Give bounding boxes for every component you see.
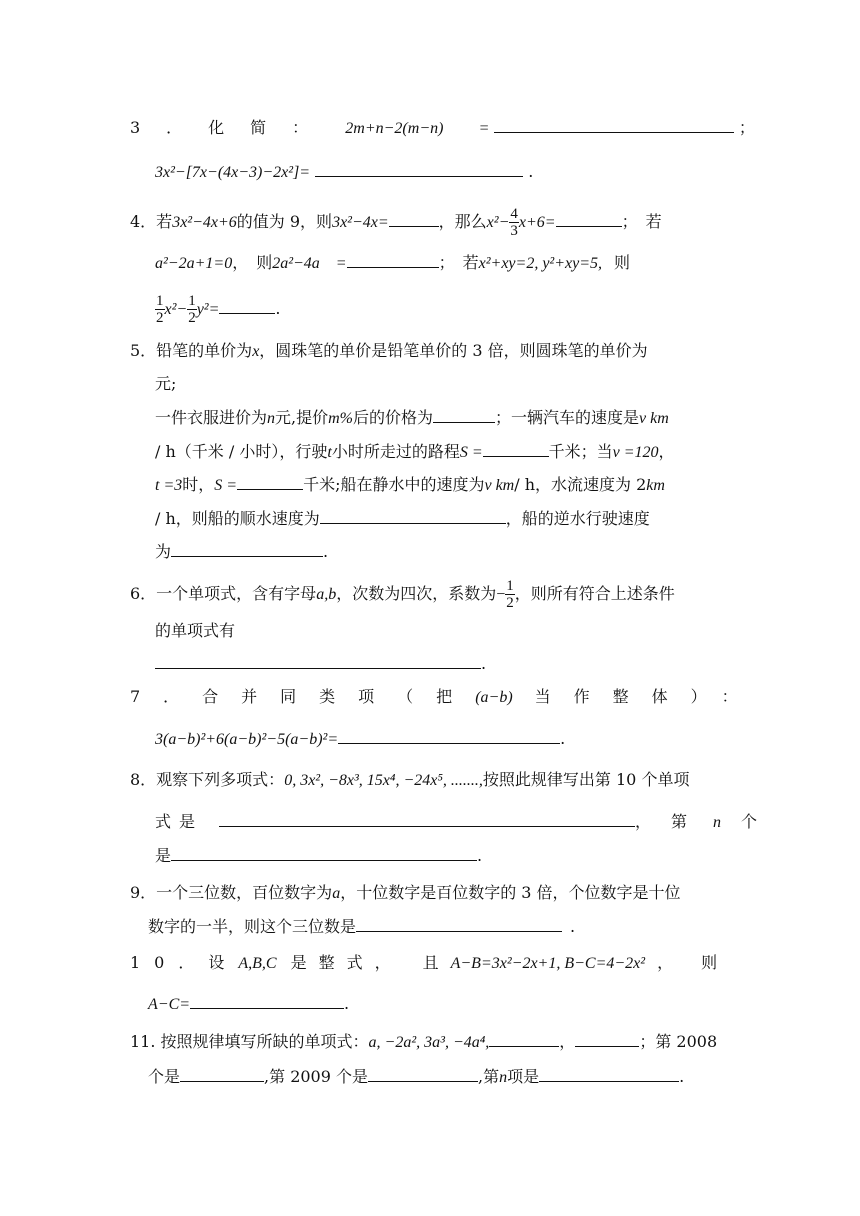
q9-text: 数字的一半，则这个三位数是 [148, 917, 357, 936]
q4-text: ，那么 [438, 212, 487, 231]
q9-text: 9．一个三位数，百位数字为 [130, 883, 333, 902]
question-3-line-2 [155, 161, 533, 184]
q5-var: m% [328, 410, 353, 427]
q5-var: t =3 [155, 477, 183, 494]
q10-text: . [344, 994, 350, 1013]
q9-text: . [570, 917, 576, 936]
q5-text: ；一辆汽车的速度是 [495, 408, 640, 427]
q4-answer-blank-2[interactable] [556, 212, 622, 227]
q5-var: S = [214, 477, 238, 494]
question-11-line-2 [148, 1066, 684, 1089]
q10-text: ， 则 [657, 953, 728, 972]
q11-text: ， [559, 1032, 576, 1051]
q4-fraction-numerator: 1 [156, 293, 164, 309]
q7-answer-blank[interactable] [338, 729, 560, 744]
q4-answer-blank-4[interactable] [219, 299, 275, 314]
q4-fraction-half-2 [187, 293, 197, 326]
question-9-line-2 [148, 916, 575, 938]
q5-answer-blank-3[interactable] [237, 475, 303, 490]
q6-fraction-numerator: 1 [506, 578, 514, 594]
q4-fraction-denominator: 3 [510, 223, 518, 239]
q4-text: . [275, 299, 281, 318]
q4-answer-blank-3[interactable] [347, 253, 439, 268]
q5-text: 5．铅笔的单价为 [130, 341, 253, 360]
q4-fraction-half-1 [155, 293, 165, 326]
q4-text: ； 若 [621, 212, 662, 231]
question-5-line-4 [155, 441, 675, 464]
q8-text: 是 [155, 846, 172, 865]
question-9-line-1 [130, 882, 681, 905]
q8-text: 8．观察下列多项式： [130, 770, 285, 789]
q5-answer-blank-1[interactable] [433, 408, 495, 423]
question-5-line-1 [130, 340, 648, 363]
q5-text: ，船的逆水行驶速度 [505, 509, 650, 528]
q3-semicolon: ； [738, 118, 755, 137]
q5-text: 小时所走过的路程 [331, 442, 460, 461]
q3-expression-2: 3x²−[7x−(4x−3)−2x²]= [155, 164, 311, 181]
q5-text: 为 [155, 542, 172, 561]
question-7-line-2 [155, 728, 565, 751]
q6-text: . [481, 654, 487, 673]
question-5-line-2 [155, 373, 176, 395]
q11-text: 个是 [148, 1067, 181, 1086]
q7-var: (a−b) [475, 689, 513, 706]
q4-expr: a²−2a+1=0 [155, 255, 233, 272]
q11-answer-blank-1[interactable] [489, 1032, 559, 1047]
q8-text: 个 [741, 812, 758, 831]
question-10-line-1 [130, 952, 727, 975]
q5-var: km [646, 477, 665, 494]
q10-text: 10．设 [130, 953, 239, 972]
question-6-line-1 [130, 578, 675, 611]
q5-var: v km [484, 477, 515, 494]
q3-equals: = [479, 120, 489, 137]
q3-expression-1: 2m+n−2(m−n) [345, 120, 444, 137]
q4-fraction-numerator: 4 [510, 206, 518, 222]
q8-text: 按照此规律写出第 10 个单项 [482, 770, 690, 789]
q4-text: ； 若 [438, 253, 479, 272]
q4-fraction-denominator: 2 [156, 310, 164, 326]
q8-var: n [713, 814, 722, 831]
q11-answer-blank-4[interactable] [368, 1067, 478, 1082]
q7-text: . [560, 729, 566, 748]
q5-var: S = [459, 444, 483, 461]
q5-text: / h，则船的顺水速度为 [155, 509, 320, 528]
q11-sequence: a, −2a², 3a³, −4a⁴, [368, 1034, 490, 1051]
question-10-line-2 [148, 993, 349, 1016]
q11-answer-blank-5[interactable] [539, 1067, 679, 1082]
q4-expr: 3x²−4x+6 [172, 214, 237, 231]
q5-var: n [267, 410, 276, 427]
q8-text: . [477, 846, 483, 865]
q10-expression: A−B=3x²−2x+1, B−C=4−2x² [450, 955, 646, 972]
q9-text: ，十位数字是百位数字的 3 倍，个位数字是十位 [340, 883, 681, 902]
question-4-line-1 [130, 206, 662, 239]
question-6-line-2 [155, 620, 235, 642]
q4-text: ， 则 [232, 253, 273, 272]
q4-answer-blank-1[interactable] [389, 212, 439, 227]
q8-text: ， 第 [635, 812, 694, 831]
q6-text: ，次数为四次，系数为 [336, 584, 497, 603]
q6-var: a,b [316, 586, 337, 603]
q9-answer-blank[interactable] [356, 917, 562, 932]
q5-var: t [327, 444, 332, 461]
q5-text: 时， [182, 475, 215, 494]
q4-expr: y²= [196, 301, 220, 318]
q3-answer-blank-2[interactable] [315, 162, 523, 177]
q11-text: ,第 [478, 1067, 500, 1086]
question-8-line-1 [130, 769, 689, 792]
q5-text: 元,提价 [275, 408, 329, 427]
q5-text: / h（千米 / 小时），行驶 [155, 442, 328, 461]
question-7-line-1 [130, 686, 761, 709]
q6-text: 6．一个单项式，含有字母 [130, 584, 317, 603]
q4-text: 的值为 9，则 [236, 212, 333, 231]
q4-expr: 2a²−4a = [272, 255, 347, 272]
q4-fraction-four-thirds [509, 206, 519, 239]
question-5-line-5 [155, 474, 665, 497]
q6-fraction-denominator: 2 [506, 595, 514, 611]
question-5-line-7 [155, 541, 328, 563]
q5-answer-blank-4[interactable] [320, 509, 506, 524]
q7-text: 当作整体）： [534, 687, 761, 706]
q5-var: v =120 [612, 444, 659, 461]
q7-expression: 3(a−b)²+6(a−b)²−5(a−b)²= [155, 731, 339, 748]
q11-var: n [499, 1069, 508, 1086]
q5-text: 千米;船在静水中的速度为 [303, 475, 485, 494]
question-4-line-2 [155, 252, 630, 275]
q8-text: 式是 [155, 812, 204, 831]
q5-var: x [252, 343, 260, 360]
q10-var: A,B,C [238, 955, 277, 972]
q4-expr: x+6= [518, 214, 556, 231]
q10-expression: A−C= [148, 996, 191, 1013]
q11-text: ；第 2008 [639, 1032, 718, 1051]
q11-text: 项是 [507, 1067, 540, 1086]
q7-text: 7．合并同类项（把 [130, 687, 476, 706]
q5-text: ，圆珠笔的单价是铅笔单价的 3 倍，则圆珠笔的单价为 [259, 341, 648, 360]
q9-var: a [332, 885, 341, 902]
q5-text: 千米；当 [548, 442, 613, 461]
q5-answer-blank-2[interactable] [483, 442, 549, 457]
q4-fraction-numerator: 1 [188, 293, 196, 309]
q8-answer-blank-2[interactable] [171, 846, 477, 861]
q4-expr: x²− [486, 214, 510, 231]
q3-period: . [528, 162, 534, 181]
q4-fraction-denominator: 2 [188, 310, 196, 326]
q11-text: . [679, 1067, 685, 1086]
q5-text: . [323, 542, 329, 561]
q4-expr: x²− [164, 301, 188, 318]
q5-text: ， [658, 442, 675, 461]
q10-answer-blank[interactable] [190, 994, 344, 1009]
question-6-line-3 [155, 653, 486, 675]
q6-text: ，则所有符合上述条件 [514, 584, 675, 603]
q5-text: 后的价格为 [353, 408, 434, 427]
q6-fraction-half [505, 578, 515, 611]
q4-expr: x²+xy=2, y²+xy=5, [478, 255, 603, 272]
q11-answer-blank-2[interactable] [575, 1032, 639, 1047]
q6-answer-blank[interactable] [155, 654, 481, 669]
q3-label: 3．化简： [130, 118, 335, 137]
question-5-line-3 [155, 407, 669, 430]
q5-answer-blank-5[interactable] [171, 542, 323, 557]
q5-text: 一件衣服进价为 [155, 408, 268, 427]
q11-answer-blank-3[interactable] [180, 1067, 264, 1082]
question-8-line-3 [155, 845, 482, 867]
q6-text: 的单项式有 [155, 621, 236, 640]
question-11-line-1 [130, 1031, 717, 1054]
q4-text: 则 [614, 253, 631, 272]
q8-answer-blank-1[interactable] [219, 812, 635, 827]
q4-text: 4．若 [130, 212, 173, 231]
q8-sequence: 0, 3x², −8x³, 15x⁴, −24x⁵, ......., [284, 772, 483, 789]
q11-text: ,第 2009 个是 [264, 1067, 368, 1086]
q5-var: v km [639, 410, 669, 427]
q11-text: 11. 按照规律填写所缺的单项式： [130, 1032, 369, 1051]
q5-text: / h，水流速度为 2 [514, 475, 647, 494]
q5-text: 元; [155, 374, 177, 393]
q6-minus: − [496, 586, 506, 603]
q10-text: 是整式， 且 [290, 953, 451, 972]
q3-answer-blank-1[interactable] [494, 118, 734, 133]
question-4-line-3 [155, 293, 281, 326]
q4-expr: 3x²−4x= [332, 214, 389, 231]
question-3-line-1 [130, 117, 755, 140]
question-5-line-6 [155, 508, 650, 530]
question-8-line-2 [155, 811, 757, 834]
